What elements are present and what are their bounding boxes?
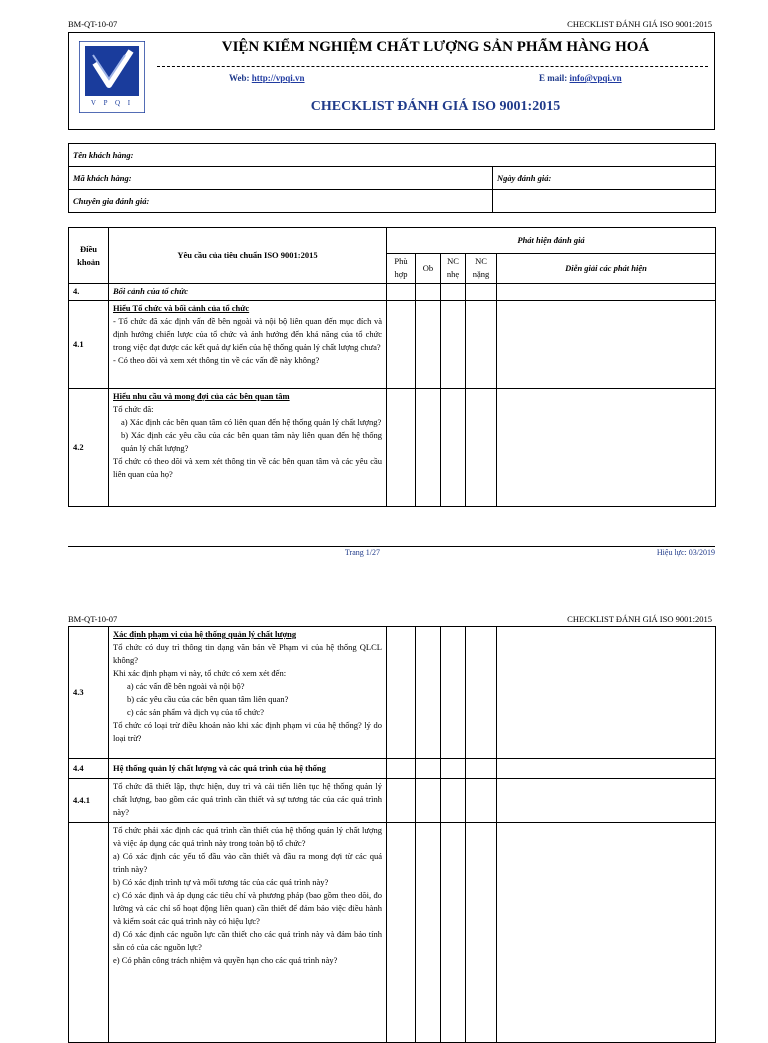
cell[interactable] <box>466 389 497 507</box>
requirement-line: a) Xác định các bên quan tâm có liên quan đến hệ thống quản lý chất lượng? <box>121 417 382 427</box>
divider <box>157 66 708 67</box>
col-nc-major: NC nặng <box>466 254 497 284</box>
cell[interactable] <box>497 759 716 779</box>
requirement-line: Tổ chức đã thiết lập, thực hiện, duy trì và cải tiến liên tục hệ thống quản lý chất lượng, bao gồm các quá trình cần thiết và sự tương tác của các quá trình này? <box>109 779 387 823</box>
requirement-line: b) Có xác định trình tự và mối tương tác của các quá trình này? <box>113 877 329 887</box>
col-requirement: Yêu cầu của tiêu chuẩn ISO 9001:2015 <box>109 228 387 284</box>
clause-4: 4. <box>69 284 109 301</box>
cell[interactable] <box>466 301 497 389</box>
cell[interactable] <box>416 284 441 301</box>
cell[interactable] <box>497 389 716 507</box>
cell[interactable] <box>497 627 716 759</box>
requirement-line: c) các sản phẩm và dịch vụ của tổ chức? <box>127 707 265 717</box>
institute-name: VIỆN KIỂM NGHIỆM CHẤT LƯỢNG SẢN PHẨM HÀNG HOÁ <box>221 39 650 55</box>
cell[interactable] <box>466 627 497 759</box>
cell[interactable] <box>497 284 716 301</box>
vpqi-logo <box>79 41 145 113</box>
audit-date-label: Ngày đánh giá: <box>493 167 716 190</box>
requirement-line: Tổ chức có loại trừ điều khoản nào khi xác định phạm vi của hệ thống? lý do loại trừ? <box>113 720 382 743</box>
requirement-line: Tổ chức có theo dõi và xem xét thông tin về các bên quan tâm và các yêu cầu liên quan của họ? <box>113 456 382 479</box>
clause-4-3-text <box>109 627 387 759</box>
requirement-line: b) Xác định các yêu cầu của các bên quan tâm này liên quan đến hệ thống quản lý chất lượng? <box>121 430 382 453</box>
cell[interactable] <box>497 301 716 389</box>
cell[interactable] <box>466 284 497 301</box>
doc-title: CHECKLIST ĐÁNH GIÁ ISO 9001:2015 <box>567 19 712 29</box>
auditor-value <box>493 190 716 213</box>
clause-4-4-1-detail <box>109 823 387 1043</box>
cell[interactable] <box>387 301 416 389</box>
doc-code: BM-QT-10-07 <box>68 19 118 29</box>
auditor-label: Chuyên gia đánh giá: <box>69 190 493 213</box>
clause-4-2-text <box>109 389 387 507</box>
cell[interactable] <box>441 823 466 1043</box>
footer-rule <box>68 546 715 547</box>
web-line <box>229 73 305 83</box>
requirement-line: e) Có phân công trách nhiệm và quyền hạn cho các quá trình này? <box>113 955 338 965</box>
cell[interactable] <box>441 779 466 823</box>
cell[interactable] <box>466 823 497 1043</box>
page1-footer <box>68 548 715 557</box>
cell[interactable] <box>387 823 416 1043</box>
requirement-line: Tổ chức có duy trì thông tin dạng văn bản về Phạm vi của hệ thống QLCL không? <box>113 642 382 665</box>
cell[interactable] <box>497 823 716 1043</box>
requirement-line: a) các vấn đề bên ngoài và nội bộ? <box>127 681 245 691</box>
requirement-line: d) Có xác định các nguồn lực cần thiết cho các quá trình này và đảm bảo tính sẵn có của các nguồn lực? <box>113 929 382 952</box>
clause-title: Hiểu Tổ chức và bối cảnh của tổ chức <box>113 303 250 313</box>
customer-name-label: Tên khách hàng: <box>69 144 716 167</box>
requirement-line: Khi xác định phạm vi này, tổ chức có xem xét đến: <box>113 668 287 678</box>
clause-4-4-1: 4.4.1 <box>69 779 109 823</box>
cell[interactable] <box>466 759 497 779</box>
col-nc-minor: NC nhẹ <box>441 254 466 284</box>
doc-title: CHECKLIST ĐÁNH GIÁ ISO 9001:2015 <box>567 614 712 624</box>
cell[interactable] <box>416 823 441 1043</box>
clause-cell-empty <box>69 823 109 1043</box>
col-ob: Ob <box>416 254 441 284</box>
clause-4-1: 4.1 <box>69 301 109 389</box>
clause-title: Hiểu nhu cầu và mong đợi của các bên quan tâm <box>113 391 290 401</box>
col-findings: Phát hiện đánh giá <box>387 228 716 254</box>
checklist-title: CHECKLIST ĐÁNH GIÁ ISO 9001:2015 <box>310 99 561 114</box>
customer-code-label: Mã khách hàng: <box>69 167 493 190</box>
clause-4-4: 4.4 <box>69 759 109 779</box>
col-explain: Diễn giải các phát hiện <box>497 254 716 284</box>
clause-4-1-text <box>109 301 387 389</box>
email-line <box>539 73 622 83</box>
col-clause: Điều khoản <box>69 228 109 284</box>
doc-code: BM-QT-10-07 <box>68 614 118 624</box>
clause-4-4-title: Hệ thống quản lý chất lượng và các quá trình của hệ thống <box>109 759 387 779</box>
cell[interactable] <box>387 779 416 823</box>
requirement-line: - Có theo dõi và xem xét thông tin về các vấn đề này không? <box>113 355 320 365</box>
email-label: E mail: <box>539 73 570 83</box>
cell[interactable] <box>416 389 441 507</box>
cell[interactable] <box>441 301 466 389</box>
requirement-line: a) Có xác định các yếu tố đầu vào cần thiết và đầu ra mong đợi từ các quá trình này? <box>113 851 382 874</box>
clause-4-3: 4.3 <box>69 627 109 759</box>
checklist-table-p1 <box>68 227 716 507</box>
cell[interactable] <box>466 779 497 823</box>
col-comply: Phù hợp <box>387 254 416 284</box>
checklist-table-p2 <box>68 626 716 1043</box>
title-block <box>68 32 715 130</box>
cell[interactable] <box>387 284 416 301</box>
web-label: Web: <box>229 73 252 83</box>
requirement-line: Tổ chức đã: <box>113 404 154 414</box>
cell[interactable] <box>416 759 441 779</box>
customer-info-table <box>68 143 716 213</box>
cell[interactable] <box>441 627 466 759</box>
web-link[interactable]: http://vpqi.vn <box>251 73 305 83</box>
page-number: Trang 1/27 <box>344 548 380 557</box>
cell[interactable] <box>497 779 716 823</box>
clause-4-2: 4.2 <box>69 389 109 507</box>
requirement-line: b) các yêu cầu của các bên quan tâm liên quan? <box>127 694 289 704</box>
clause-title: Xác định phạm vi của hệ thống quản lý chất lượng <box>113 629 297 639</box>
cell[interactable] <box>387 759 416 779</box>
revision: Hiệu lực: 03/2019 <box>656 548 715 557</box>
clause-4-title: Bối cảnh của tổ chức <box>109 284 387 301</box>
requirement-line: Tổ chức phải xác định các quá trình cần thiết của hệ thống quản lý chất lượng và việc áp dụng các quá trình này trong toàn bộ tổ chức? <box>113 825 382 848</box>
page1-header <box>68 19 712 29</box>
requirement-line: - Tổ chức đã xác định vấn đề bên ngoài và nội bộ liên quan đến mục đích và định hướng chiến lược của tổ chức và ảnh hưởng đến khả năng của tổ chức trong việc đạt được các kết quả dự kiến của hệ thống quản lý chất lượng chưa? <box>113 316 382 352</box>
cell[interactable] <box>416 779 441 823</box>
cell[interactable] <box>441 759 466 779</box>
logo-text: V P Q I <box>90 99 134 107</box>
cell[interactable] <box>416 627 441 759</box>
cell[interactable] <box>441 389 466 507</box>
page2-header <box>68 614 712 624</box>
cell[interactable] <box>441 284 466 301</box>
cell[interactable] <box>387 389 416 507</box>
requirement-line: c) Có xác định và áp dụng các tiêu chí và phương pháp (bao gồm theo dõi, đo lường và các chỉ số hoạt động liên quan) cần thiết để đảm bảo việc điều hành và kiểm soát các quá trình này có hiệu lực? <box>113 890 382 926</box>
cell[interactable] <box>387 627 416 759</box>
cell[interactable] <box>416 301 441 389</box>
email-link[interactable]: info@vpqi.vn <box>569 73 622 83</box>
